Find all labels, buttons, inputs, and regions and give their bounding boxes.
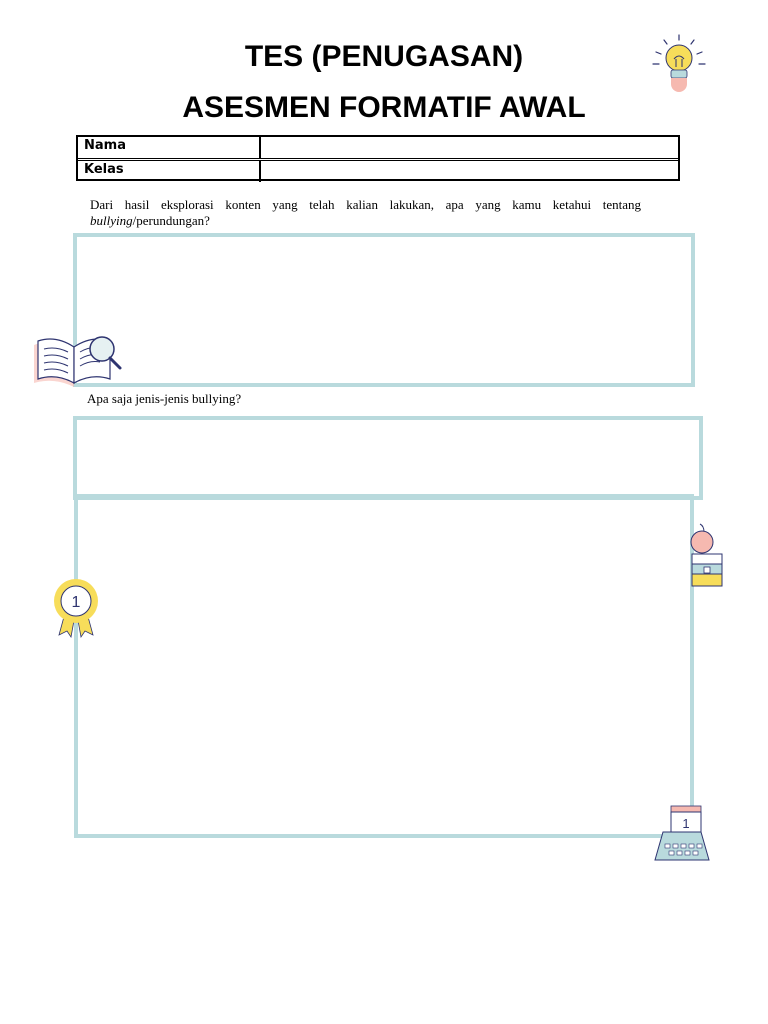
question-1-text: Dari hasil eksplorasi konten yang telah kalian lakukan, apa yang kamu ketahui tentang <box>90 197 641 212</box>
answer-box-2[interactable] <box>73 416 703 500</box>
name-row <box>78 137 678 159</box>
lightbulb-icon <box>650 32 708 96</box>
column-divider <box>259 161 261 182</box>
answer-box-3[interactable] <box>71 494 694 838</box>
calendar-number: 1 <box>682 816 690 831</box>
question-1 <box>90 197 641 229</box>
question-2: Apa saja jenis-jenis bullying? <box>87 391 242 406</box>
question-1-suffix: /perundungan? <box>132 213 210 228</box>
answer-box-1[interactable] <box>73 233 695 387</box>
class-row <box>78 160 678 182</box>
name-label: Nama <box>84 138 126 153</box>
badge-number: 1 <box>71 594 81 611</box>
typewriter-calendar-icon <box>651 804 713 866</box>
class-label: Kelas <box>84 162 124 177</box>
question-1-emphasis: bullying <box>90 213 133 228</box>
book-magnifier-icon <box>30 331 124 391</box>
identity-table <box>76 135 680 181</box>
column-divider <box>259 137 261 158</box>
page-title: TES (PENUGASAN) <box>244 40 524 73</box>
page-subtitle: ASESMEN FORMATIF AWAL <box>182 91 586 124</box>
award-badge-icon <box>51 577 101 639</box>
apple-books-icon <box>690 520 724 588</box>
